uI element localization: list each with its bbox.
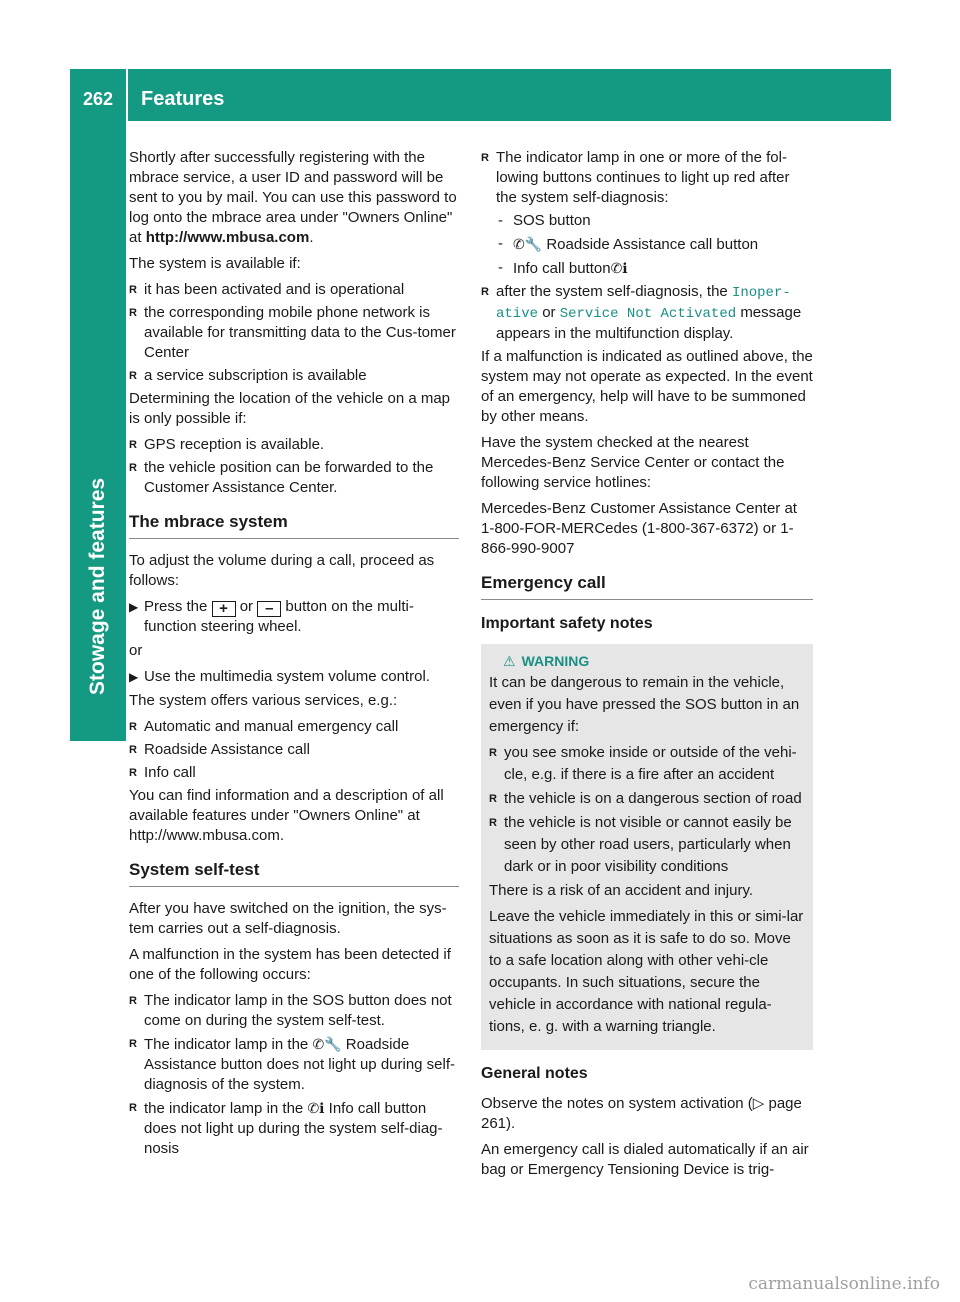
- right-column: [481, 148, 813, 1186]
- plus-key-icon: +: [212, 601, 236, 617]
- heading-system-self-test: System self-test: [129, 860, 459, 887]
- list-item: R The indicator lamp in the ✆🔧 Roadside Assistance button does not light up during self-diagnosis of the system.: [129, 1036, 456, 1093]
- list-item: R Info call: [129, 764, 196, 781]
- page-title: Features: [141, 88, 225, 110]
- list-item: R the corresponding mobile phone network is available for transmitting data to the Cus-tomer Center: [129, 304, 456, 361]
- service-not-activated-message: Service Not Activated: [559, 306, 737, 322]
- list-item: R The indicator lamp in the SOS button does not come on during the system self-test.: [129, 992, 452, 1029]
- page-number-cell: [70, 69, 126, 121]
- list-item: R the vehicle is not visible or cannot easily be seen by other road users, particularly when dark or in poor visibility conditions: [489, 814, 792, 875]
- action-step: ▶ Press the + or – button on the multi-function steering wheel.: [129, 598, 414, 635]
- or-line: or: [129, 642, 143, 659]
- heading-general-notes: General notes: [481, 1065, 588, 1082]
- list-item: R the vehicle is on a dangerous section of road: [489, 790, 802, 807]
- services-title: The system offers various services, e.g.:: [129, 692, 398, 709]
- availability-title: The system is available if:: [129, 255, 301, 272]
- mbusa-link[interactable]: http://www.mbusa.com: [145, 229, 310, 246]
- intro-paragraph: Shortly after successfully registering with the mbrace service, a user ID and password will be sent to you by mail. You can use this password to log onto the mbrace area under "Owners Online" at http://www.mbusa.com.: [129, 149, 457, 246]
- warning-paragraph-3: Leave the vehicle immediately in this or simi-lar situations as soon as it is safe to do so. Move to a safe location along with other vehi-cle occupants. In such situations, secure the vehicle in accordance with national regula-tions, e. g. with a warning triangle.: [489, 908, 804, 1035]
- location-title: Determining the location of the vehicle on a map is only possible if:: [129, 390, 451, 427]
- info-call-icon: ✆ℹ: [307, 1100, 325, 1116]
- heading-mbrace-system: The mbrace system: [129, 512, 459, 539]
- header-divider: [126, 69, 128, 121]
- action-step: ▶ Use the multimedia system volume control.: [129, 668, 430, 685]
- list-item: R the vehicle position can be forwarded to the Customer Assistance Center.: [129, 459, 434, 496]
- warning-box: [481, 644, 813, 1050]
- list-item: R it has been activated and is operational: [129, 281, 405, 298]
- inoperative-message: Inoper-ative: [496, 285, 791, 322]
- list-item: R the indicator lamp in the ✆ℹ Info call button does not light up during the system self-diag-nosis: [129, 1100, 443, 1157]
- warning-paragraph-2: There is a risk of an accident and injury.: [489, 882, 754, 899]
- page-number: 262: [83, 89, 114, 109]
- selftest-paragraph-1: After you have switched on the ignition, the sys-tem carries out a self-diagnosis.: [129, 900, 447, 937]
- malfunction-paragraph: If a malfunction is indicated as outlined above, the system may not operate as expected. In the event of an emergency, help will have to be summoned by other means.: [481, 348, 813, 425]
- list-item: R The indicator lamp in one or more of the fol-lowing buttons continues to light up red after the system self-diagnosis:: [481, 149, 790, 206]
- warning-header: ⚠ WARNING: [503, 653, 590, 669]
- roadside-phone-wrench-icon: ✆🔧: [312, 1036, 342, 1052]
- list-item: R GPS reception is available.: [129, 436, 325, 453]
- minus-key-icon: –: [257, 601, 281, 617]
- list-item: R Roadside Assistance call: [129, 741, 310, 758]
- list-item: R Automatic and manual emergency call: [129, 718, 399, 735]
- heading-safety-notes: Important safety notes: [481, 615, 653, 632]
- roadside-phone-wrench-icon: ✆🔧: [513, 236, 543, 252]
- selftest-paragraph-2: A malfunction in the system has been detected if one of the following occurs:: [129, 946, 451, 983]
- find-info-paragraph: You can find information and a description of all available features under "Owners Online" at http://www.mbusa.com.: [129, 787, 444, 844]
- volume-intro: To adjust the volume during a call, proceed as follows:: [129, 552, 435, 589]
- dash-item: - SOS button: [498, 212, 591, 229]
- general-paragraph-2: An emergency call is dialed automatically if an air bag or Emergency Tensioning Device is trig-: [481, 1141, 809, 1178]
- watermark: carmanualsonline.info: [748, 1274, 940, 1294]
- list-item: R after the system self-diagnosis, the Inoper-ative or Service Not Activated message appears in the multifunction display.: [481, 283, 802, 342]
- dash-item: - ✆🔧 Roadside Assistance call button: [498, 235, 759, 253]
- list-item: R a service subscription is available: [129, 367, 367, 384]
- checked-paragraph: Have the system checked at the nearest Mercedes-Benz Service Center or contact the following service hotlines:: [481, 434, 785, 491]
- warning-paragraph-1: It can be dangerous to remain in the vehicle, even if you have pressed the SOS button in an emergency if:: [489, 674, 800, 735]
- dash-item: - Info call button✆ℹ: [498, 259, 628, 277]
- left-column: [129, 148, 459, 1162]
- info-call-icon: ✆ℹ: [610, 260, 628, 276]
- warning-triangle-icon: ⚠: [503, 653, 516, 669]
- list-item: R you see smoke inside or outside of the vehi-cle, e.g. if there is a fire after an accident: [489, 744, 797, 783]
- side-tab-label: Stowage and features: [86, 477, 109, 695]
- general-paragraph-1: Observe the notes on system activation (▷ page 261).: [481, 1095, 802, 1132]
- hotline-paragraph: Mercedes-Benz Customer Assistance Center at 1-800-FOR-MERCedes (1-800-367-6372) or 1-866-990-9007: [481, 500, 797, 557]
- heading-emergency-call: Emergency call: [481, 573, 813, 600]
